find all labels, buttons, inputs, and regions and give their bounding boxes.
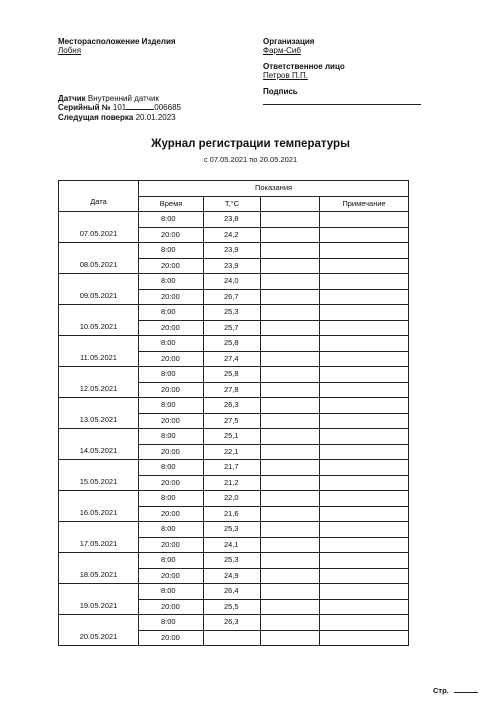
time-cell: 8:00: [139, 398, 204, 414]
note-cell: [320, 398, 409, 414]
time-cell: 8:00: [139, 243, 204, 259]
responsible-label: Ответственное лицо: [263, 62, 345, 71]
time-cell: 20:00: [139, 227, 204, 243]
time-cell: 20:00: [139, 289, 204, 305]
col-temp-header: T,°C: [204, 196, 261, 212]
table-row: [59, 522, 409, 538]
note-cell: [320, 305, 409, 321]
time-cell: 20:00: [139, 382, 204, 398]
table-row: [59, 398, 409, 414]
date-cell: 14.05.2021: [59, 429, 139, 460]
note-cell: [320, 444, 409, 460]
time-cell: 8:00: [139, 491, 204, 507]
note-cell: [320, 491, 409, 507]
signature-line: [263, 104, 421, 105]
temp-cell: 23,8: [204, 212, 261, 228]
table-row: [59, 553, 409, 569]
time-cell: 8:00: [139, 429, 204, 445]
temp-cell: 22,0: [204, 491, 261, 507]
empty-cell: [261, 258, 320, 274]
temp-cell: 24,1: [204, 537, 261, 553]
note-cell: [320, 615, 409, 631]
organization-label: Организация: [263, 37, 315, 46]
temp-cell: [204, 630, 261, 646]
sensor-row: [58, 94, 159, 103]
date-cell: 13.05.2021: [59, 398, 139, 429]
time-cell: 20:00: [139, 320, 204, 336]
date-cell: 09.05.2021: [59, 274, 139, 305]
empty-cell: [261, 506, 320, 522]
note-cell: [320, 475, 409, 491]
table-row: [59, 212, 409, 228]
signature-label: Подпись: [263, 87, 298, 96]
table-row: [59, 584, 409, 600]
col-note-header: Примечание: [320, 196, 409, 212]
date-cell: 15.05.2021: [59, 460, 139, 491]
table-row: [59, 274, 409, 290]
time-cell: 8:00: [139, 522, 204, 538]
note-cell: [320, 243, 409, 259]
time-cell: 8:00: [139, 212, 204, 228]
table-row: [59, 243, 409, 259]
serial-prefix: 101: [112, 103, 127, 112]
temp-cell: 27,4: [204, 351, 261, 367]
time-cell: 8:00: [139, 460, 204, 476]
temp-cell: 22,1: [204, 444, 261, 460]
page-subtitle: с 07.05.2021 по 20.05.2021: [203, 155, 298, 164]
table-row: [59, 429, 409, 445]
empty-cell: [261, 568, 320, 584]
empty-cell: [261, 367, 320, 383]
temp-cell: 26,7: [204, 289, 261, 305]
note-cell: [320, 413, 409, 429]
empty-cell: [261, 491, 320, 507]
empty-cell: [261, 413, 320, 429]
time-cell: 8:00: [139, 584, 204, 600]
next-check-row: [58, 113, 176, 122]
table-row: [59, 305, 409, 321]
sensor-label: Датчик: [58, 94, 86, 103]
empty-cell: [261, 475, 320, 491]
empty-cell: [261, 553, 320, 569]
table-row: [59, 491, 409, 507]
empty-cell: [261, 429, 320, 445]
table-row: [59, 336, 409, 352]
page-number-blank: [454, 686, 478, 693]
serial-blank: [126, 103, 154, 110]
date-cell: 12.05.2021: [59, 367, 139, 398]
empty-cell: [261, 351, 320, 367]
note-cell: [320, 568, 409, 584]
sensor-value: Внутренний датчик: [87, 94, 159, 103]
empty-cell: [261, 584, 320, 600]
note-cell: [320, 599, 409, 615]
note-cell: [320, 351, 409, 367]
empty-cell: [261, 243, 320, 259]
time-cell: 8:00: [139, 274, 204, 290]
temp-cell: 26,3: [204, 398, 261, 414]
empty-cell: [261, 460, 320, 476]
temp-cell: 24,2: [204, 227, 261, 243]
time-cell: 20:00: [139, 537, 204, 553]
note-cell: [320, 289, 409, 305]
empty-cell: [261, 398, 320, 414]
time-cell: 20:00: [139, 568, 204, 584]
note-cell: [320, 227, 409, 243]
temp-cell: 21,2: [204, 475, 261, 491]
temp-cell: 24,9: [204, 568, 261, 584]
serial-row: [58, 103, 181, 112]
note-cell: [320, 274, 409, 290]
note-cell: [320, 584, 409, 600]
empty-cell: [261, 336, 320, 352]
time-cell: 20:00: [139, 258, 204, 274]
organization-value: Фарм-Сиб: [263, 46, 301, 55]
temp-cell: 25,8: [204, 367, 261, 383]
note-cell: [320, 522, 409, 538]
table-row: [59, 367, 409, 383]
note-cell: [320, 258, 409, 274]
note-cell: [320, 537, 409, 553]
temp-cell: 25,5: [204, 599, 261, 615]
empty-cell: [261, 289, 320, 305]
date-cell: 11.05.2021: [59, 336, 139, 367]
date-cell: 19.05.2021: [59, 584, 139, 615]
page-title: Журнал регистрации температуры: [151, 138, 350, 150]
empty-cell: [261, 382, 320, 398]
date-cell: 08.05.2021: [59, 243, 139, 274]
note-cell: [320, 382, 409, 398]
note-cell: [320, 506, 409, 522]
time-cell: 20:00: [139, 413, 204, 429]
date-cell: 07.05.2021: [59, 212, 139, 243]
temp-cell: 23,9: [204, 258, 261, 274]
note-cell: [320, 429, 409, 445]
temp-cell: 25,8: [204, 336, 261, 352]
temp-cell: 26,3: [204, 615, 261, 631]
empty-cell: [261, 599, 320, 615]
note-cell: [320, 630, 409, 646]
date-cell: 18.05.2021: [59, 553, 139, 584]
date-cell: 20.05.2021: [59, 615, 139, 646]
next-check-value: 20.01.2023: [135, 113, 176, 122]
time-cell: 20:00: [139, 444, 204, 460]
empty-cell: [261, 522, 320, 538]
temp-cell: 25,1: [204, 429, 261, 445]
empty-cell: [261, 320, 320, 336]
temp-cell: 27,8: [204, 382, 261, 398]
temp-cell: 25,3: [204, 522, 261, 538]
temp-cell: 21,7: [204, 460, 261, 476]
table-row: [59, 460, 409, 476]
temp-cell: 21,6: [204, 506, 261, 522]
temp-cell: 23,9: [204, 243, 261, 259]
time-cell: 20:00: [139, 630, 204, 646]
col-date-header: Дата: [59, 181, 139, 212]
time-cell: 8:00: [139, 615, 204, 631]
time-cell: 20:00: [139, 475, 204, 491]
time-cell: 20:00: [139, 506, 204, 522]
temperature-log-table: [58, 180, 409, 646]
empty-cell: [261, 630, 320, 646]
time-cell: 8:00: [139, 305, 204, 321]
col-time-header: Время: [139, 196, 204, 212]
time-cell: 20:00: [139, 599, 204, 615]
note-cell: [320, 336, 409, 352]
note-cell: [320, 212, 409, 228]
empty-cell: [261, 212, 320, 228]
note-cell: [320, 320, 409, 336]
location-value: Лобня: [58, 46, 82, 55]
serial-suffix: 006685: [154, 103, 181, 112]
col-empty-header: [261, 196, 320, 212]
empty-cell: [261, 274, 320, 290]
note-cell: [320, 367, 409, 383]
next-check-label: Следущая поверка: [58, 113, 134, 122]
page-number: [433, 686, 478, 695]
time-cell: 20:00: [139, 351, 204, 367]
temp-cell: 25,3: [204, 553, 261, 569]
col-readings-header: Показания: [139, 181, 409, 197]
empty-cell: [261, 305, 320, 321]
serial-label: Серийный №: [58, 103, 111, 112]
date-cell: 10.05.2021: [59, 305, 139, 336]
time-cell: 8:00: [139, 336, 204, 352]
temp-cell: 27,5: [204, 413, 261, 429]
responsible-value: Петров П.П.: [263, 71, 308, 80]
date-cell: 16.05.2021: [59, 491, 139, 522]
note-cell: [320, 460, 409, 476]
temp-cell: 24,0: [204, 274, 261, 290]
empty-cell: [261, 537, 320, 553]
time-cell: 8:00: [139, 553, 204, 569]
date-cell: 17.05.2021: [59, 522, 139, 553]
time-cell: 8:00: [139, 367, 204, 383]
temp-cell: 25,7: [204, 320, 261, 336]
empty-cell: [261, 444, 320, 460]
table-row: [59, 615, 409, 631]
empty-cell: [261, 615, 320, 631]
empty-cell: [261, 227, 320, 243]
temp-cell: 25,3: [204, 305, 261, 321]
temp-cell: 26,4: [204, 584, 261, 600]
note-cell: [320, 553, 409, 569]
location-label: Месторасположение Изделия: [58, 37, 176, 46]
log-body: [59, 212, 409, 646]
page-label: Стр.: [433, 686, 449, 695]
